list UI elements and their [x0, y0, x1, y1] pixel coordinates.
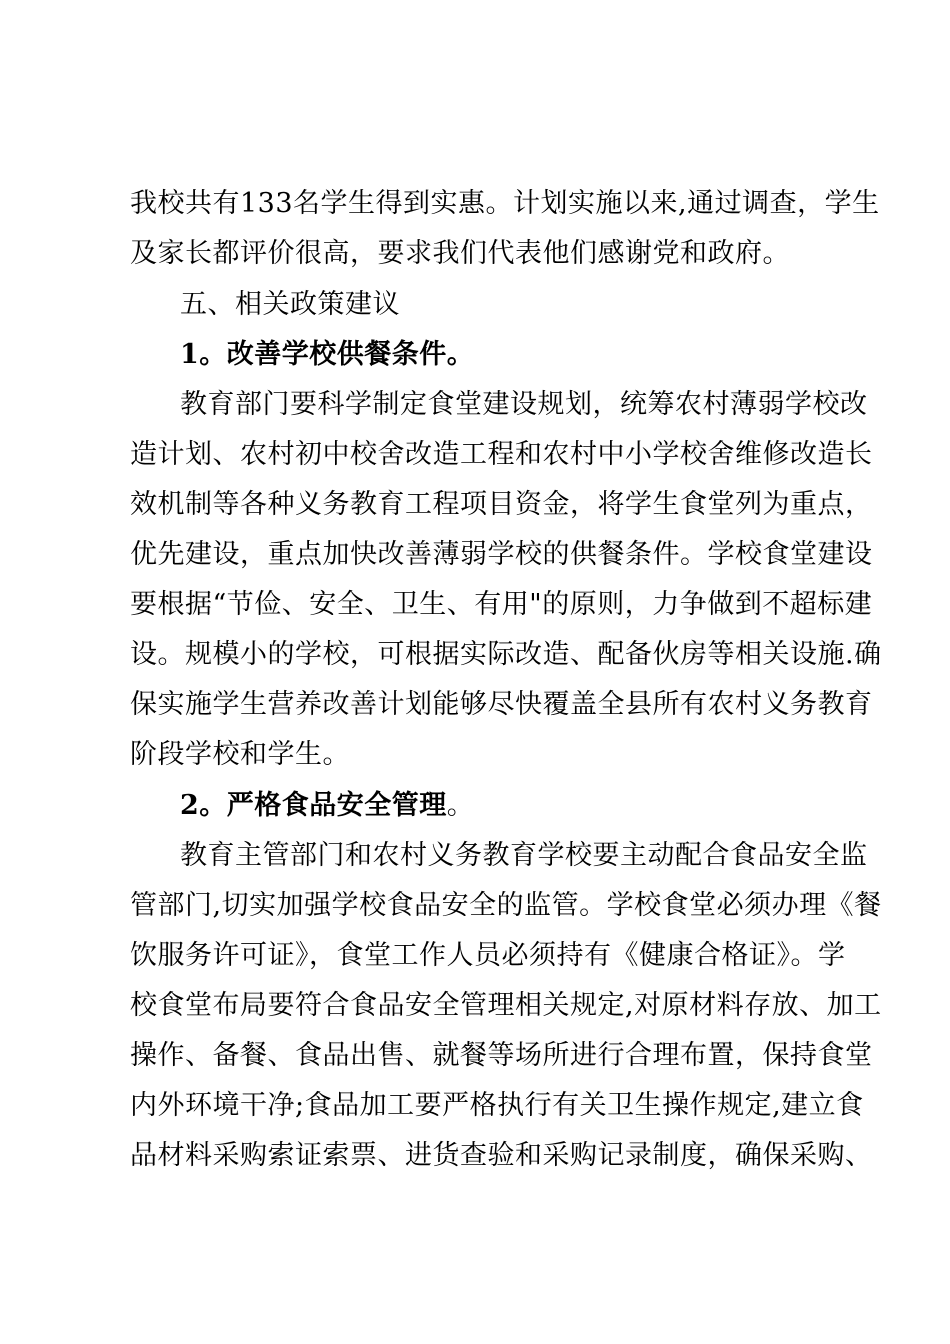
section-heading: 五、相关政策建议 [180, 289, 400, 320]
paragraph-line: 校食堂布局要符合食品安全管理相关规定,对原材料存放、加工 [130, 990, 882, 1021]
paragraph-line: 教育主管部门和农村义务教育学校要主动配合食品安全监 [180, 840, 868, 871]
paragraph-line: 内外环境干净;食品加工要严格执行有关卫生操作规定,建立食 [130, 1090, 864, 1121]
paragraph-line: 效机制等各种义务教育工程项目资金，将学生食堂列为重点， [130, 489, 873, 520]
paragraph-line: 及家长都评价很高，要求我们代表他们感谢党和政府。 [130, 238, 790, 269]
paragraph-line: 管部门,切实加强学校食品安全的监管。学校食堂必须办理《餐 [130, 890, 882, 921]
paragraph-line: 教育部门要科学制定食堂建设规划，统筹农村薄弱学校改 [180, 389, 868, 420]
paragraph-line: 品材料采购索证索票、进货查验和采购记录制度，确保采购、 [130, 1140, 873, 1171]
paragraph-line: 操作、备餐、食品出售、就餐等场所进行合理布置，保持食堂 [130, 1040, 873, 1071]
subsection-heading-punctuation: 。 [446, 790, 475, 821]
paragraph-line: 饮服务许可证》，食堂工作人员必须持有《健康合格证》。学 [130, 940, 846, 971]
paragraph-line: 我校共有133名学生得到实惠。计划实施以来,通过调查，学生 [130, 188, 880, 219]
paragraph-line: 造计划、农村初中校舍改造工程和农村中小学校舍维修改造长 [130, 439, 873, 470]
paragraph-line: 优先建设，重点加快改善薄弱学校的供餐条件。学校食堂建设 [130, 539, 873, 570]
paragraph-line: 要根据“节俭、安全、卫生、有用"的原则，力争做到不超标建 [130, 589, 873, 620]
paragraph-line: 保实施学生营养改善计划能够尽快覆盖全县所有农村义务教育 [130, 689, 873, 720]
subsection-heading-text: 2。严格食品安全管理 [180, 790, 447, 821]
paragraph-line: 设。规模小的学校，可根据实际改造、配备伙房等相关设施.确 [130, 639, 882, 670]
subsection-heading [180, 788, 474, 824]
paragraph-line: 阶段学校和学生。 [130, 739, 350, 770]
subsection-heading: 1。改善学校供餐条件。 [180, 339, 475, 370]
